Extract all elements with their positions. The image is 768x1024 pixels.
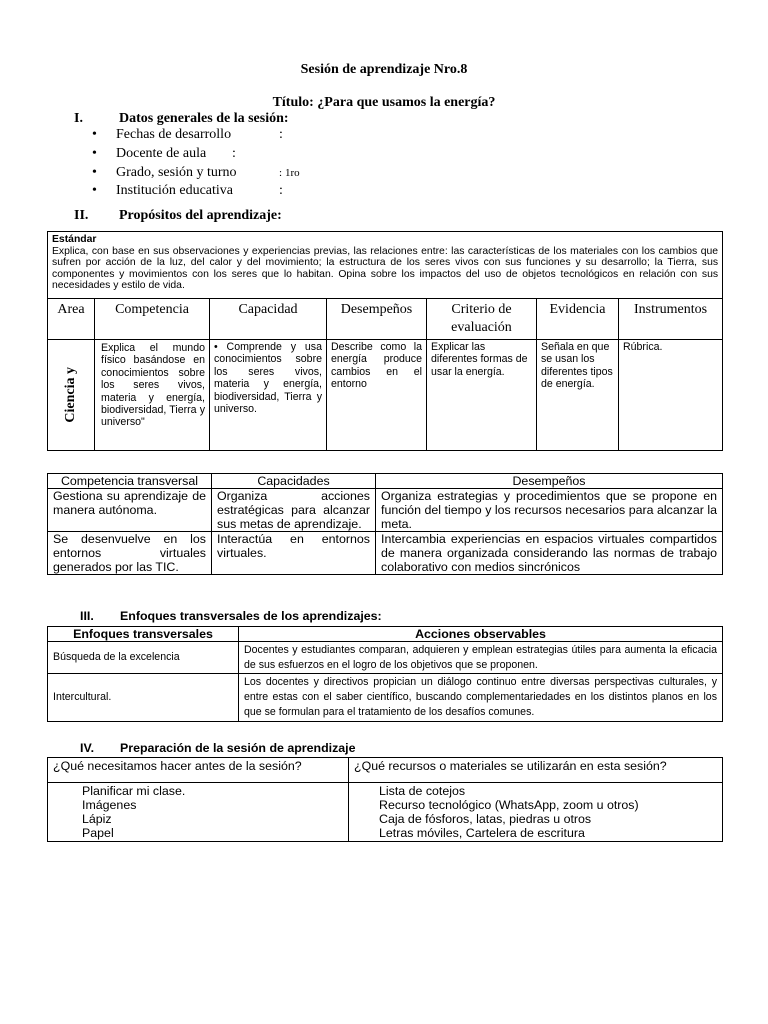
bullet-icon: • [92,146,97,161]
col-header-competencia-transversal: Competencia transversal [48,474,212,489]
col-header-acciones: Acciones observables [239,627,723,642]
transversal-capacidades-cell: Organiza acciones estratégicas para alcanzar sus metas de aprendizaje. [212,489,376,532]
item-label: Docente de aula [116,146,207,161]
capacidad-cell: • Comprende y usa conocimientos sobre los seres vivos, materia y energía, biodiversidad, Tierra y universo. [210,340,327,451]
topic-title: Título: ¿Para que usamos la energía? [272,95,496,110]
col-header-area: Area [48,299,95,340]
col-header-before-session: ¿Qué necesitamos hacer antes de la sesión? [48,758,349,783]
col-header-desempenos: Desempeños [327,299,427,340]
bullet-icon: • [92,183,97,198]
approach-actions-cell: Los docentes y directivos propician un diálogo continuo entre diversas perspectivas culturales, y entre estas con el saber científico, buscando complementariedades en los distintos planos en los que se formulan para el tratamiento de los desafíos comunes. [239,674,723,722]
col-header-enfoques: Enfoques transversales [48,627,239,642]
col-header-competencia: Competencia [95,299,210,340]
desempenos-cell: Describe como la energía produce cambios en el entorno [327,340,427,451]
approaches-header-row [48,627,723,642]
approach-actions-cell: Docentes y estudiantes comparan, adquieren y emplean estrategias útiles para aumenta la eficacia de sus esfuerzos en el logro de los objetivos que se proponen. [239,642,723,674]
col-header-instrumentos: Instrumentos [619,299,723,340]
list-item: Lista de cotejos [379,784,466,798]
list-item: Recurso tecnológico (WhatsApp, zoom u otros) [379,798,639,812]
purposes-table [47,231,723,451]
estandar-text: Explica, con base en sus observaciones y experiencias previas, las relaciones entre: las características de los materiales con los cambios que sufren por acción de la luz, del calor y del movimiento; la estructura de los seres vivos con sus funciones y su desarrollo; la Tierra, sus componentes y movimientos con los seres que lo habitan. Opina sobre los impactos del uso de objetos tecnológicos en relación con sus necesidades y estilo de vida. [52,245,719,291]
preparation-header-row [48,758,723,783]
table-row [48,642,723,674]
transversal-capacidades-cell: Interactúa en entornos virtuales. [212,532,376,575]
section-2-numeral: II. [74,208,89,223]
list-item: Planificar mi clase. [82,784,186,798]
section-2-heading: Propósitos del aprendizaje: [119,208,282,223]
purposes-data-row [48,340,723,451]
instrumentos-cell: Rúbrica. [619,340,723,451]
item-colon: : [279,127,283,142]
list-item: Imágenes [82,798,137,812]
competencia-cell: Explica el mundo físico basándose en conocimientos sobre los seres vivos, materia y energía, biodiversidad, Tierra y universo" [95,340,210,451]
list-item: Papel [82,826,114,840]
section-1-heading: Datos generales de la sesión: [119,111,289,126]
table-row [48,532,723,575]
criterio-cell: Explicar las diferentes formas de usar la energía. [427,340,537,451]
transversal-approaches-table [47,626,723,722]
item-value: 1ro [285,167,300,179]
item-label: Grado, sesión y turno [116,165,237,180]
transversal-competencia-cell: Gestiona su aprendizaje de manera autónoma. [48,489,212,532]
bullet-icon: • [92,127,97,142]
item-colon: : [232,146,236,161]
bullet-icon: • [92,165,97,180]
evidencia-cell: Señala en que se usan los diferentes tipos de energía. [537,340,619,451]
col-header-criterio: Criterio de evaluación [427,299,537,340]
transversal-competencies-table [47,473,723,575]
transversal-competencia-cell: Se desenvuelve en los entornos virtuales generados por las TIC. [48,532,212,575]
area-label: Ciencia y [62,367,78,423]
transversal-desempenos-cell: Organiza estrategias y procedimientos que se propone en función del tiempo y los recursos necesarios para alcanzar la meta. [376,489,723,532]
col-header-capacidades: Capacidades [212,474,376,489]
session-preparation-table [47,757,723,842]
before-session-cell [48,783,349,842]
list-item: Letras móviles, Cartelera de escritura [379,826,585,840]
section-3-heading: Enfoques transversales de los aprendizajes: [120,609,382,623]
table-row [48,674,723,722]
approach-name-cell: Intercultural. [48,674,239,722]
list-item: Lápiz [82,812,112,826]
section-4-heading: Preparación de la sesión de aprendizaje [120,741,356,755]
list-item: Caja de fósforos, latas, piedras u otros [379,812,592,826]
general-data-item-teacher [92,146,392,164]
purposes-header-row [48,299,723,340]
section-4-numeral: IV. [80,741,95,755]
estandar-label: Estándar [52,234,97,245]
col-header-desempenos: Desempeños [376,474,723,489]
transversal-header-row [48,474,723,489]
general-data-item-institution [92,183,392,201]
item-label: Institución educativa [116,183,234,198]
approach-name-cell: Búsqueda de la excelencia [48,642,239,674]
section-1-numeral: I. [74,111,83,126]
item-colon: : [279,183,283,198]
item-colon: : [279,167,283,179]
col-header-evidencia: Evidencia [537,299,619,340]
general-data-item-grade [92,165,392,183]
section-3-numeral: III. [80,609,94,623]
general-data-item-dates [92,127,392,145]
estandar-row [48,232,723,299]
resources-cell [349,783,723,842]
item-label: Fechas de desarrollo [116,127,232,142]
table-row [48,489,723,532]
col-header-capacidad: Capacidad [210,299,327,340]
preparation-items-row [48,783,723,842]
transversal-desempenos-cell: Intercambia experiencias en espacios virtuales compartidos de manera organizada considerando las normas de trabajo colaborativo con medios sincrónicos [376,532,723,575]
col-header-resources: ¿Qué recursos o materiales se utilizarán en esta sesión? [349,758,723,783]
page-title: Sesión de aprendizaje Nro.8 [300,62,468,77]
area-cell [48,340,95,451]
